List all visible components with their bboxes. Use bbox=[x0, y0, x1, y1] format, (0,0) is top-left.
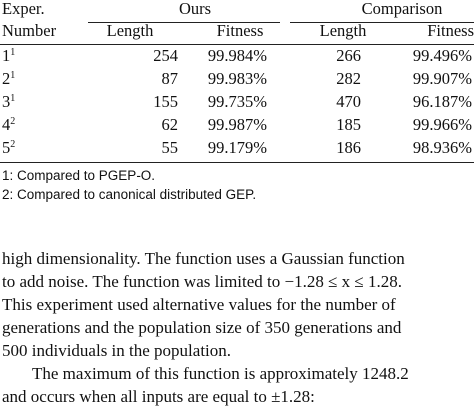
group-header-comparison: Comparison bbox=[361, 0, 443, 18]
table-row bbox=[0, 45, 474, 67]
length-ours-cell: 254 bbox=[153, 46, 178, 65]
header-fitness-comparison: Fitness bbox=[427, 21, 474, 40]
length-comparison-cell: 185 bbox=[336, 115, 361, 134]
paragraph-line: The maximum of this function is approximately 1248.2 bbox=[32, 364, 409, 383]
exp-number: $1^1$ bbox=[2, 46, 16, 65]
body-paragraph bbox=[2, 247, 474, 408]
table-header-row bbox=[0, 20, 474, 42]
fitness-ours-cell: 99.987% bbox=[207, 115, 267, 134]
exp-number: $4^2$ bbox=[2, 115, 16, 134]
fitness-comparison-cell: 99.966% bbox=[412, 115, 472, 134]
footnote-1: 1: Compared to PGEP-O. bbox=[2, 168, 156, 183]
paragraph-line: This experiment used alternative values for the number of bbox=[2, 295, 396, 314]
paragraph-line: high dimensionality. The function uses a Gaussian function bbox=[2, 249, 405, 268]
length-comparison-cell: 266 bbox=[336, 46, 361, 65]
header-length-comparison: Length bbox=[319, 21, 367, 40]
fitness-comparison-cell: 99.907% bbox=[412, 69, 472, 88]
table-group-header-row bbox=[0, 0, 474, 20]
fitness-comparison-cell: 98.936% bbox=[412, 138, 472, 157]
table-row bbox=[0, 68, 474, 90]
fitness-ours-cell: 99.983% bbox=[207, 69, 267, 88]
fitness-comparison-cell: 99.496% bbox=[412, 46, 472, 65]
exp-number: $2^1$ bbox=[2, 69, 16, 88]
length-comparison-cell: 470 bbox=[336, 92, 361, 111]
table-bottom-rule bbox=[0, 162, 474, 163]
length-ours-cell: 62 bbox=[161, 115, 178, 134]
paragraph-line: and occurs when all inputs are equal to ±1.28: bbox=[2, 387, 315, 406]
header-number: Number bbox=[2, 21, 57, 40]
table-row bbox=[0, 91, 474, 113]
length-ours-cell: 55 bbox=[161, 138, 178, 157]
paragraph-line: to add noise. The function was limited to −1.28 ≤ x ≤ 1.28. bbox=[2, 272, 402, 291]
footnote-2: 2: Compared to canonical distributed GEP. bbox=[2, 187, 257, 202]
fitness-ours-cell: 99.735% bbox=[207, 92, 267, 111]
table-row bbox=[0, 114, 474, 136]
length-comparison-cell: 282 bbox=[336, 69, 361, 88]
fitness-ours-cell: 99.984% bbox=[207, 46, 267, 65]
fitness-comparison-cell: 96.187% bbox=[412, 92, 472, 111]
paragraph-line: generations and the population size of 350 generations and bbox=[2, 318, 402, 337]
paragraph-line: 500 individuals in the population. bbox=[2, 341, 232, 360]
header-length-ours: Length bbox=[106, 21, 154, 40]
table-row bbox=[0, 137, 474, 159]
length-ours-cell: 155 bbox=[153, 92, 178, 111]
group-header-ours: Ours bbox=[178, 0, 212, 18]
header-fitness-ours: Fitness bbox=[216, 21, 264, 40]
header-exper: Exper. bbox=[2, 0, 45, 18]
exp-number: $3^1$ bbox=[2, 92, 16, 111]
length-ours-cell: 87 bbox=[161, 69, 178, 88]
length-comparison-cell: 186 bbox=[336, 138, 361, 157]
exp-number: $5^2$ bbox=[2, 138, 16, 157]
fitness-ours-cell: 99.179% bbox=[207, 138, 267, 157]
